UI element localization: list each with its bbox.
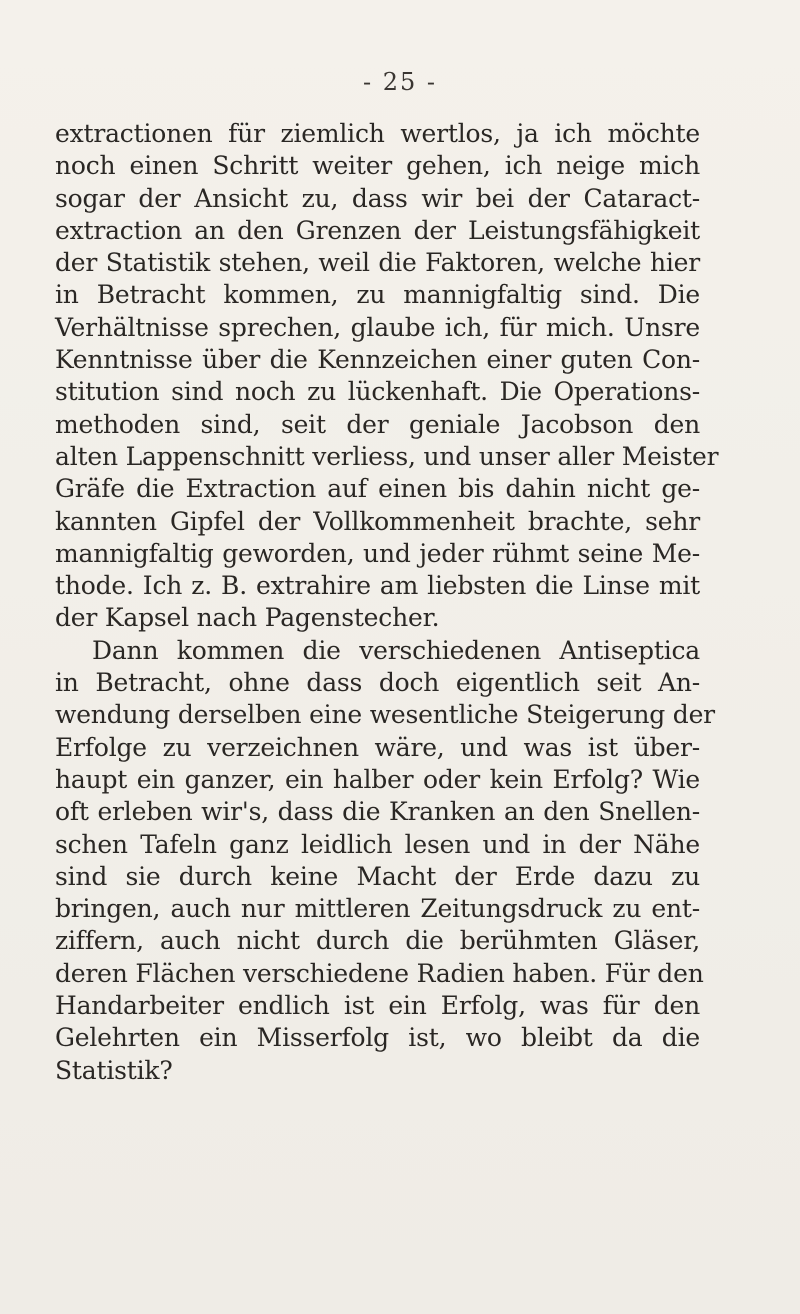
text-line-26: ziffern, auch nicht durch die berühmten Gläser, <box>55 926 700 956</box>
text-line-15: thode. Ich z. B. extrahire am liebsten die Linse mit <box>55 571 700 601</box>
text-line-7: Verhältnisse sprechen, glaube ich, für mich. Unsre <box>55 312 700 342</box>
text-line-23: schen Tafeln ganz leidlich lesen und in der Nähe <box>55 829 700 859</box>
text-line-10: methoden sind, seit der geniale Jacobson den <box>55 409 700 439</box>
text-line-24: sind sie durch keine Macht der Erde dazu zu <box>55 861 700 891</box>
text-line-27: deren Flächen verschiedene Radien haben. Für den <box>55 958 704 988</box>
text-line-13: kannten Gipfel der Vollkommenheit brachte, sehr <box>55 506 700 536</box>
text-line-8: Kenntnisse über die Kennzeichen einer guten Con- <box>55 345 700 375</box>
text-line-1: extractionen für ziemlich wertlos, ja ich möchte <box>55 119 700 148</box>
text-line-18: in Betracht, ohne dass doch eigentlich seit An- <box>55 668 700 698</box>
text-line-2: noch einen Schritt weiter gehen, ich neige mich <box>55 151 700 181</box>
text-line-3: sogar der Ansicht zu, dass wir bei der Cataract- <box>55 183 700 213</box>
text-line-19: wendung derselben eine wesentliche Steigerung der <box>55 700 715 730</box>
text-line-21: haupt ein ganzer, ein halber oder kein Erfolg? Wie <box>55 764 700 794</box>
text-line-12: Gräfe die Extraction auf einen bis dahin nicht ge- <box>55 474 700 504</box>
text-line-9: stitution sind noch zu lückenhaft. Die Operations- <box>55 377 700 407</box>
text-line-16: der Kapsel nach Pagenstecher. <box>55 603 440 633</box>
text-line-22: oft erleben wir's, dass die Kranken an den Snellen- <box>55 797 700 827</box>
text-line-6: in Betracht kommen, zu mannigfaltig sind. Die <box>55 280 700 310</box>
page-number: - 25 - <box>362 68 437 96</box>
text-line-30: Statistik? <box>55 1055 173 1085</box>
text-line-5: der Statistik stehen, weil die Faktoren, welche hier <box>55 248 700 278</box>
body-text <box>55 118 719 1087</box>
text-line-14: mannigfaltig geworden, und jeder rühmt seine Me- <box>55 538 700 568</box>
text-line-11: alten Lappenschnitt verliess, und unser aller Meister <box>55 441 719 471</box>
text-line-29: Gelehrten ein Misserfolg ist, wo bleibt da die <box>55 1023 700 1053</box>
text-line-20: Erfolge zu verzeichnen wäre, und was ist über- <box>55 732 700 762</box>
text-line-4: extraction an den Grenzen der Leistungsfähigkeit <box>55 215 700 245</box>
text-line-28: Handarbeiter endlich ist ein Erfolg, was für den <box>55 991 700 1021</box>
text-line-25: bringen, auch nur mittleren Zeitungsdruck zu ent- <box>55 894 700 924</box>
text-line-17: Dann kommen die verschiedenen Antiseptica <box>92 635 700 665</box>
